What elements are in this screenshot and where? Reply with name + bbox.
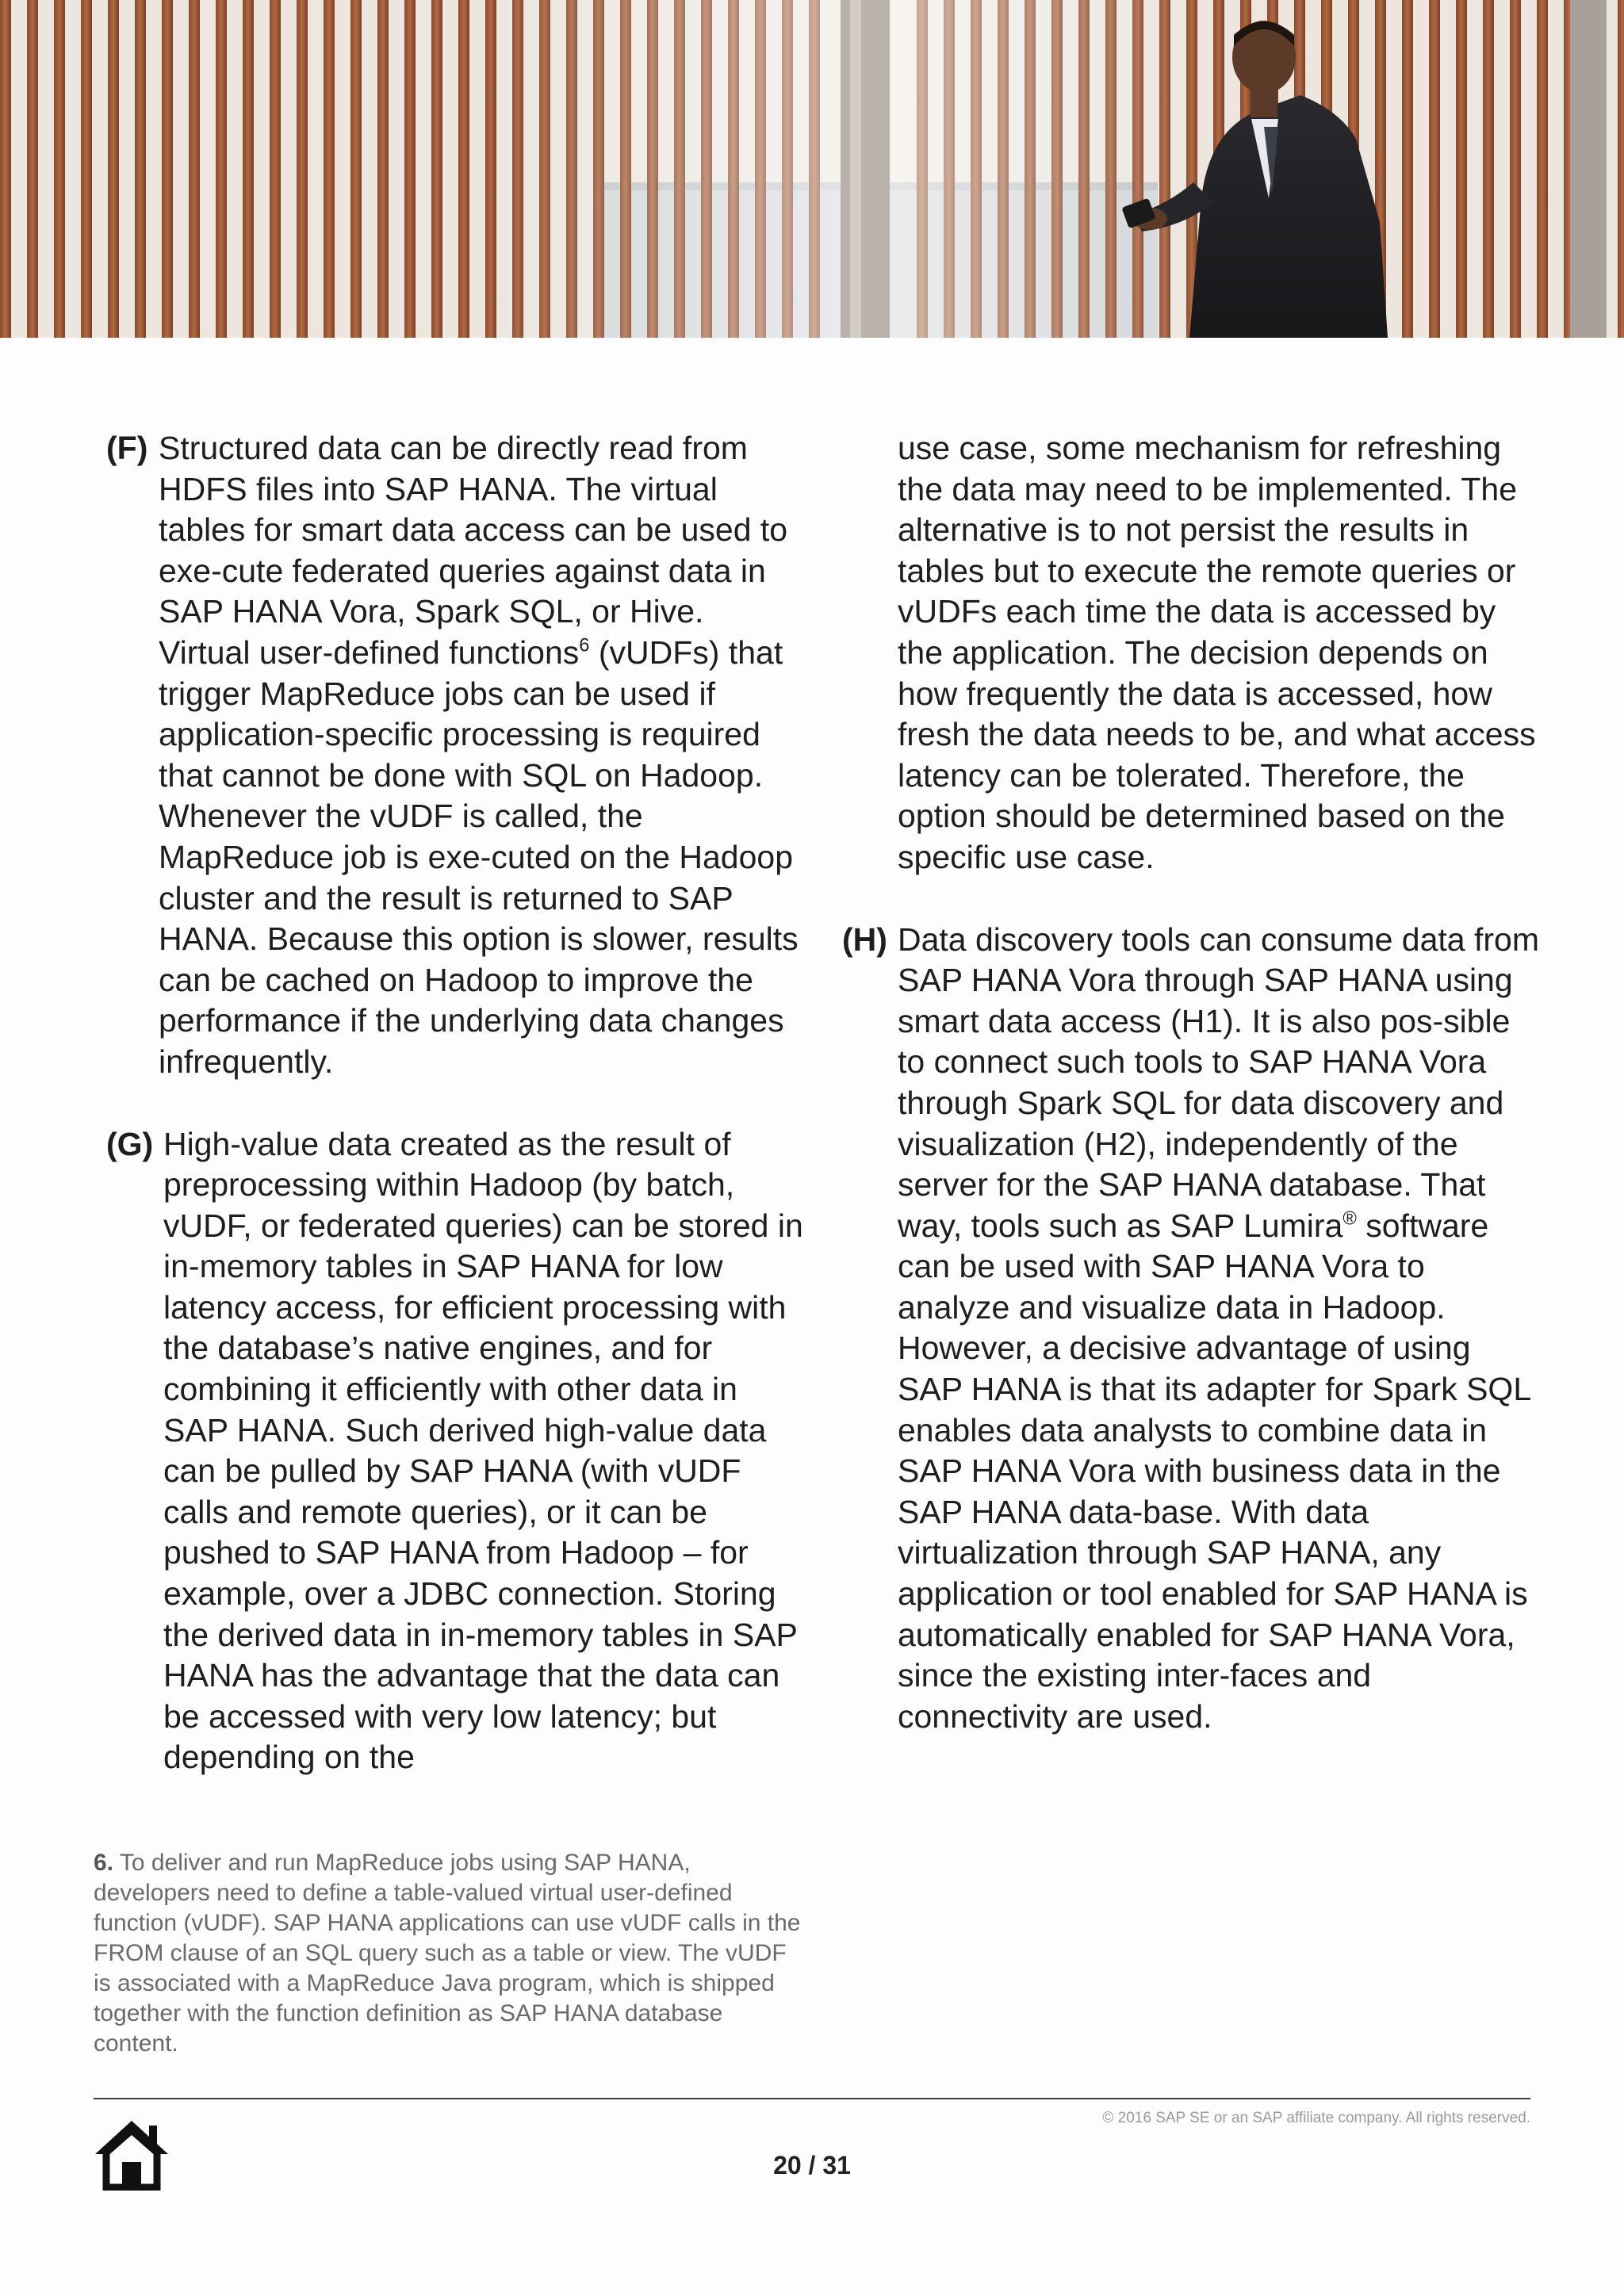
wood-slat — [431, 0, 442, 338]
paragraph-g-text: High-value data created as the result of preprocessing within Hadoop (by batch, vUDF, or federated queries) can be stored in in-memory tables in SAP HANA for low latency access, for efficient processing with the database’s native engines, and for combining it efficiently with other data in SAP HANA. Such derived high-value data can be pulled by SAP HANA (with vUDF calls and remote queries), or it can be pushed to SAP HANA from Hadoop – for example, over a JDBC connection. Storing the derived data in in-memory tables in SAP HANA has the advantage that the data can be accessed with very low latency; but depending on the — [163, 1125, 803, 1776]
wood-slat — [324, 0, 335, 338]
footer-divider — [94, 2098, 1530, 2099]
wood-slat — [1510, 0, 1521, 338]
wood-slat — [216, 0, 227, 338]
wood-slat — [81, 0, 92, 338]
paragraph-g-continued-text: use case, some mechanism for refreshing the data may need to be implemented. The alternative is to not persist the results in tables but to execute the remote queries or vUDFs each time the data is accessed by the application. The decision depends on how frequently the data is accessed, how fresh the data needs to be, and what access latency can be tolerated. Therefore, the option should be determined based on the specific use case. — [898, 430, 1536, 875]
wood-slat — [54, 0, 65, 338]
wood-slat — [135, 0, 146, 338]
wood-slat — [162, 0, 173, 338]
footnote-ref-6[interactable]: 6 — [579, 634, 590, 656]
paragraph-f — [106, 428, 804, 1083]
paragraph-h-text-part2: software can be used with SAP HANA Vora to analyze and visualize data in Hadoop. However, a decisive advantage of using SAP HANA is that its adapter for Spark SQL enables data analysts to combine data in SAP HANA Vora with business data in the SAP HANA data-base. With data virtualization through SAP HANA, any application or tool enabled for SAP HANA is automatically enabled for SAP HANA Vora, since the existing inter-faces and connectivity are used. — [898, 1207, 1530, 1735]
businessman-with-phone-photo — [0, 0, 1624, 338]
paragraph-f-text-part1: Structured data can be directly read from HDFS files into SAP HANA. The virtual tables for smart data access can be used to exe-cute federated queries against data in SAP HANA Vora, Spark SQL, or Hive. Virtual user-defined functions — [159, 430, 788, 671]
hero-photo — [0, 0, 1624, 338]
left-column — [106, 428, 804, 1820]
copyright-notice: © 2016 SAP SE or an SAP affiliate company. All rights reserved. — [1102, 2110, 1530, 2126]
paragraph-h-text-part1: Data discovery tools can consume data from SAP HANA Vora through SAP HANA using smart data access (H1). It is also pos-sible to connect such tools to SAP HANA Vora through Spark SQL for data discovery and visualization (H2), independently of the server for the SAP HANA database. That way, tools such as SAP Lumira — [898, 920, 1539, 1244]
wood-slat — [1618, 0, 1624, 338]
wood-slat — [377, 0, 389, 338]
wood-slat — [270, 0, 281, 338]
paragraph-f-text-part2: (vUDFs) that trigger MapReduce jobs can be used if application-specific processing is required that cannot be done with SQL on Hadoop. Whenever the vUDF is called, the MapReduce job is exe-cuted on the Hadoop cluster and the result is returned to SAP HANA. Because this option is slower, results can be cached on Hadoop to improve the performance if the underlying data changes infrequently. — [159, 633, 799, 1080]
paragraph-h — [842, 920, 1540, 1738]
wood-slat — [1537, 0, 1548, 338]
paragraph-g-continued — [842, 428, 1540, 878]
wood-slat — [458, 0, 469, 338]
wood-slat — [350, 0, 362, 338]
wood-slat — [1483, 0, 1494, 338]
paragraph-f-label: (F) — [106, 430, 148, 466]
registered-mark: ® — [1342, 1207, 1357, 1230]
footnote-6 — [94, 1848, 807, 2059]
wood-slat — [243, 0, 254, 338]
wood-slat — [27, 0, 38, 338]
page-number: 20 / 31 — [773, 2151, 851, 2179]
wood-slat — [404, 0, 416, 338]
paragraph-h-label: (H) — [842, 920, 887, 958]
wood-slat — [108, 0, 119, 338]
wood-slat — [0, 0, 11, 338]
wood-slat — [1456, 0, 1467, 338]
footnote-text: To deliver and run MapReduce jobs using SAP HANA, developers need to define a table-valued virtual user-defined function (vUDF). SAP HANA applications can use vUDF calls in the FROM clause of an SQL query such as a table or view. The vUDF is associated with a MapReduce Java program, which is shipped together with the function definition as SAP HANA database content. — [94, 1850, 801, 2057]
wood-slat — [189, 0, 200, 338]
paragraph-g — [106, 1124, 804, 1779]
paragraph-g-label: (G) — [106, 1125, 154, 1162]
footnote-number: 6. — [94, 1850, 114, 1876]
wood-slat — [1402, 0, 1413, 338]
wood-slat — [1429, 0, 1440, 338]
wood-slat — [297, 0, 308, 338]
right-column — [842, 428, 1540, 1778]
